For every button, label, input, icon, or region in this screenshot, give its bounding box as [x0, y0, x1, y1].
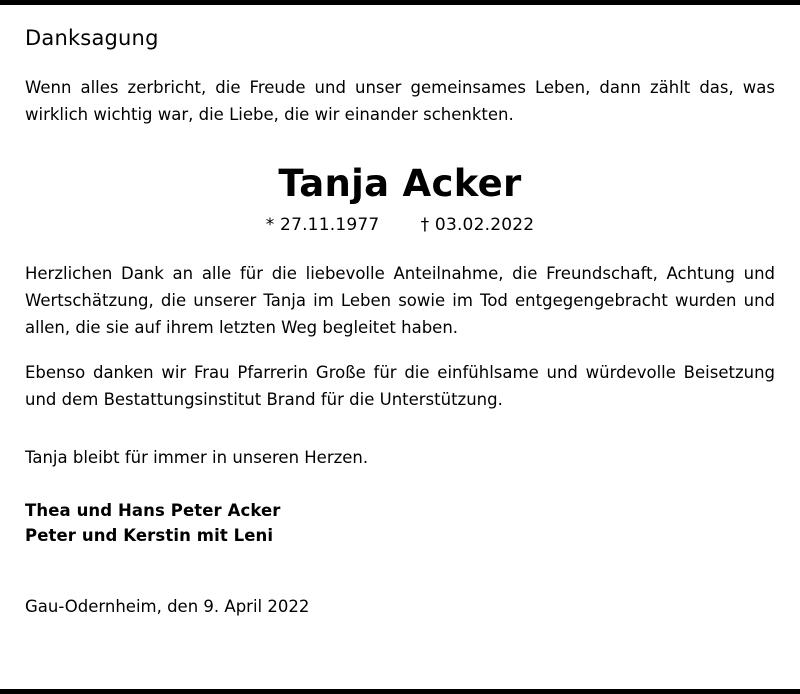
birth-date: 27.11.1977: [280, 215, 380, 236]
death-symbol: †: [420, 215, 430, 236]
thanks-paragraph: Herzlichen Dank an alle für die liebevolle Anteilnahme, die Freundschaft, Achtung und Wertschätzung, die unserer Tanja im Leben sowie im Tod entgegengebracht wurden und allen, die sie auf ihrem letzten Weg begleitet haben.: [25, 264, 775, 337]
intro-text: Wenn alles zerbricht, die Freude und unser gemeinsames Leben, dann zählt das, was wirklich wichtig war, die Liebe, die wir einander schenkten.: [25, 78, 775, 124]
signers-block: [25, 499, 775, 549]
death-date: 03.02.2022: [434, 215, 535, 236]
page-title: Danksagung: [25, 26, 159, 50]
second-paragraph: Ebenso danken wir Frau Pfarrerin Große für die einfühlsame und würdevolle Beisetzung und dem Bestattungsinstitut Brand für die Unterstützung.: [25, 363, 775, 409]
birth-symbol: *: [265, 215, 275, 236]
obituary-content: [0, 5, 800, 689]
forever-paragraph: Tanja bleibt für immer in unseren Herzen.: [25, 447, 369, 467]
deceased-name: Tanja Acker: [278, 161, 522, 205]
signer-line: Thea und Hans Peter Acker: [25, 501, 281, 521]
life-dates: [25, 215, 775, 235]
bottom-rule: [0, 689, 800, 694]
signer-line: Peter und Kerstin mit Leni: [25, 526, 274, 546]
deceased-block: [25, 163, 775, 236]
place-and-date: Gau-Odernheim, den 9. April 2022: [25, 596, 310, 616]
